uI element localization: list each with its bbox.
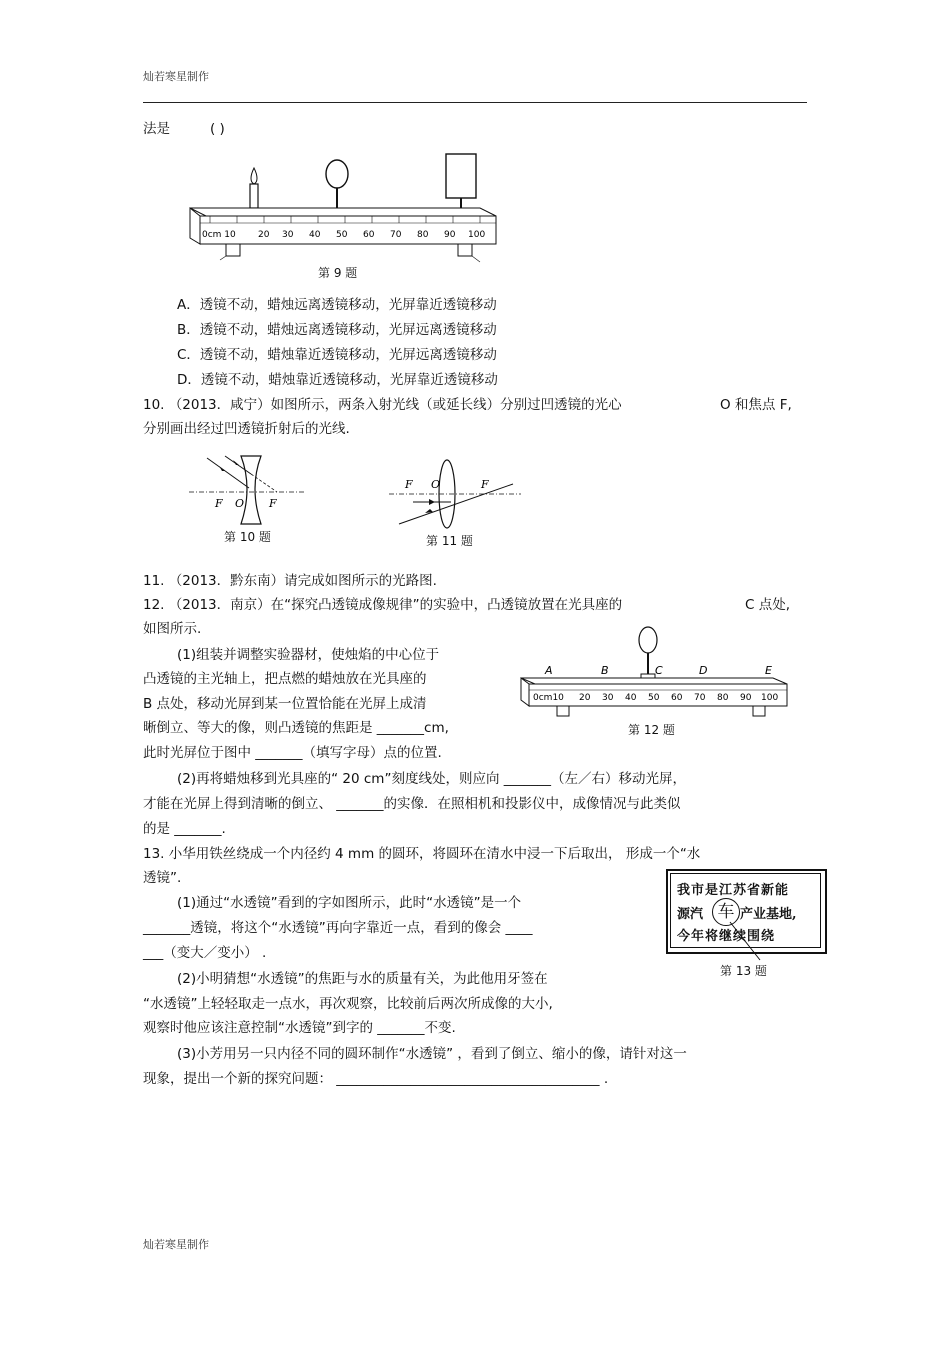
- q9-stem-tail: 法是: [143, 121, 170, 137]
- concave-lens-icon: [241, 456, 261, 524]
- ruler-label: 40: [625, 693, 637, 703]
- q11-label-f-right: F: [481, 478, 489, 491]
- q10-label-f-left: F: [215, 497, 223, 510]
- q13-p1-line: _______透镜，将这个“水透镜”再向字靠近一点，看到的像会 ____: [143, 920, 533, 936]
- ruler-label: 90: [740, 693, 752, 703]
- q12-p2-line: (2)再将蜡烛移到光具座的“ 20 cm”刻度线处，则应向 _______（左／右）移动光屏，: [177, 771, 686, 787]
- q13-line2: 透镜”.: [143, 870, 182, 886]
- header-rule: [143, 102, 807, 103]
- point-label-a: A: [545, 664, 553, 677]
- ruler-label: 70: [390, 230, 402, 240]
- ruler-label: 30: [602, 693, 614, 703]
- q9-option-c: C．透镜不动，蜡烛靠近透镜移动，光屏远离透镜移动: [177, 347, 497, 363]
- q11-figure: [385, 458, 525, 534]
- q13-p2-line: (2)小明猜想“水透镜”的焦距与水的质量有关，为此他用牙签在: [177, 971, 548, 987]
- q11-caption: 第 11 题: [426, 534, 473, 548]
- q10-line1: 10. （2013．咸宁）如图所示，两条入射光线（或延长线）分别过凹透镜的光心: [143, 397, 622, 413]
- q10-label-f-right: F: [269, 497, 277, 510]
- sign-line-1: 我市是江苏省新能: [677, 883, 790, 898]
- q12-p1-line: 晰倒立、等大的像，则凸透镜的焦距是 _______cm,: [143, 720, 449, 736]
- q9-option-d: D．透镜不动，蜡烛靠近透镜移动，光屏靠近透镜移动: [177, 372, 498, 388]
- ruler-label: 30: [282, 230, 294, 240]
- q9-caption: 第 9 题: [318, 266, 358, 280]
- q13-caption: 第 13 题: [720, 964, 767, 978]
- q12-caption: 第 12 题: [628, 723, 675, 737]
- q12-line2: 如图所示.: [143, 621, 202, 637]
- ruler-label: 80: [717, 693, 729, 703]
- q11-line: 11. （2013．黔东南）请完成如图所示的光路图.: [143, 573, 437, 589]
- q10-line1-tail: O 和焦点 F,: [720, 397, 792, 413]
- ruler-label: 100: [761, 693, 779, 703]
- pointer-line: [720, 920, 780, 965]
- ruler-label: 40: [309, 230, 321, 240]
- ruler-label: 100: [468, 230, 486, 240]
- sign-line-2a: 源汽: [677, 907, 704, 922]
- q12-p1-line: (1)组装并调整实验器材，使烛焰的中心位于: [177, 647, 440, 663]
- q13-p3-line: (3)小芳用另一只内径不同的圆环制作“水透镜” ，看到了倒立、缩小的像，请针对这一: [177, 1046, 687, 1062]
- ruler-label: 20: [579, 693, 591, 703]
- q12-p2-line: 才能在光屏上得到清晰的倒立、 _______的实像．在照相机和投影仪中，成像情况与此类似: [143, 796, 681, 812]
- ruler-label: 0cm10: [533, 693, 564, 703]
- ruler-label: 90: [444, 230, 456, 240]
- water-lens-magnified-char: 车: [712, 898, 740, 926]
- ruler-label: 80: [417, 230, 429, 240]
- ruler-label: 60: [363, 230, 375, 240]
- q13-p2-line: “水透镜”上轻轻取走一点水，再次观察，比较前后两次所成像的大小,: [143, 996, 553, 1012]
- q13-p2-line: 观察时他应该注意控制“水透镜”到字的 _______不变.: [143, 1020, 456, 1036]
- ruler-label: 0cm 10: [202, 230, 236, 240]
- point-label-c: C: [655, 664, 663, 677]
- q13-p1-line: ___（变大／变小） .: [143, 945, 267, 961]
- sign-line-2b: 产业基地,: [740, 907, 797, 922]
- q10-line2: 分别画出经过凹透镜折射后的光线.: [143, 421, 350, 437]
- q10-caption: 第 10 题: [224, 530, 271, 544]
- q12-p1-line: B 点处，移动光屏到某一位置恰能在光屏上成清: [143, 696, 427, 712]
- q12-point-labels: [544, 664, 772, 677]
- q12-p2-line: 的是 _______.: [143, 821, 226, 837]
- q9-option-a: A．透镜不动，蜡烛远离透镜移动，光屏靠近透镜移动: [177, 297, 497, 313]
- ruler-label: 50: [336, 230, 348, 240]
- q9-option-b: B．透镜不动，蜡烛远离透镜移动，光屏远离透镜移动: [177, 322, 497, 338]
- point-label-e: E: [765, 664, 772, 677]
- q13-line1: 13. 小华用铁丝绕成一个内径约 4 mm 的圆环，将圆环在清水中浸一下后取出， 形成一个“水: [143, 846, 701, 862]
- ruler-label: 50: [648, 693, 660, 703]
- q11-label-f-left: F: [405, 478, 413, 491]
- q11-label-o: O: [431, 478, 441, 491]
- header-brand: 灿若寒星制作: [143, 70, 209, 83]
- q12-p1-line: 凸透镜的主光轴上，把点燃的蜡烛放在光具座的: [143, 671, 427, 687]
- q9-answer-paren: ( ): [210, 121, 225, 137]
- q12-p1-line: 此时光屏位于图中 _______（填写字母）点的位置.: [143, 745, 442, 761]
- q12-figure: [515, 622, 790, 717]
- ruler-label: 20: [258, 230, 270, 240]
- footer-brand: 灿若寒星制作: [143, 1238, 209, 1251]
- q10-figure: [185, 452, 310, 530]
- ruler-label: 70: [694, 693, 706, 703]
- ruler-label: 60: [671, 693, 683, 703]
- q10-label-o: O: [235, 497, 245, 510]
- q13-p3-line: 现象，提出一个新的探究问题： _______________________________________ .: [143, 1071, 609, 1087]
- sign-line-3: 今年将继续围绕: [677, 929, 776, 944]
- point-label-b: B: [601, 664, 609, 677]
- point-label-d: D: [699, 664, 708, 677]
- q12-line1: 12. （2013．南京）在“探究凸透镜成像规律”的实验中，凸透镜放置在光具座的: [143, 597, 623, 613]
- q13-p1-line: (1)通过“水透镜”看到的字如图所示，此时“水透镜”是一个: [177, 895, 522, 911]
- q9-figure: [180, 150, 500, 275]
- screen-icon: [446, 154, 476, 216]
- q12-line1-tail: C 点处,: [745, 597, 791, 613]
